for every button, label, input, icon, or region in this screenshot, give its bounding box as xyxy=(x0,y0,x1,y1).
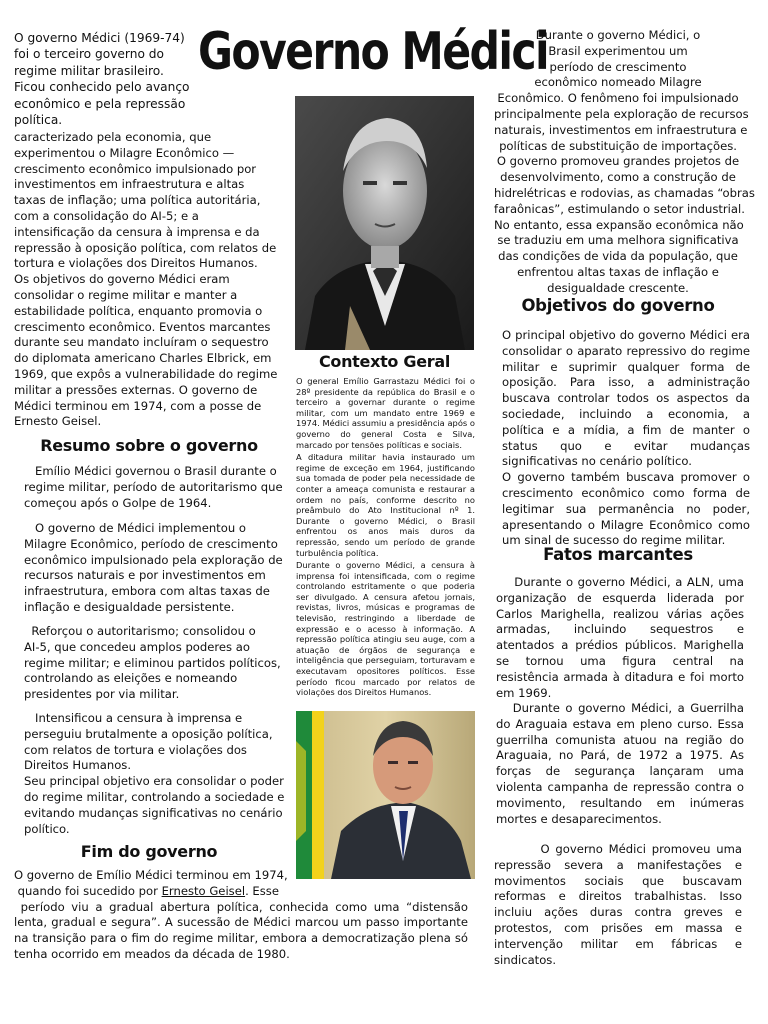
contexto-paragraph-1: O general Emílio Garrastazu Médici foi o 28º presidente da república do Brasil e o terceiro a governar durante o regime militar, com um mandato entre 1969 e 1974. Médici assumiu a presidência após o governo do general Costa e Silva, marcado por tensões políticas e sociais. xyxy=(296,376,475,450)
fim-paragraph xyxy=(14,868,472,963)
contexto-paragraph-2: A ditadura militar havia instaurado um regime de exceção em 1964, justificando sua tomada de poder pela necessidade de conter a ameaça comunista e restaurar a ordem no país, conforme descrito no preâmbulo do Ato Institucional nº 1. Durante o governo Médici, o Brasil enfrentou os anos mais duros da repressão, sendo um período de grande turbulência política. xyxy=(296,452,475,558)
intro-body-line: do diplomata americano Charles Elbrick, em xyxy=(14,351,272,366)
resumo-line: com relatos de tortura e violações dos xyxy=(24,742,247,757)
intro-line: econômico e pela repressão xyxy=(14,96,186,111)
resumo-line: O governo de Médici implementou o xyxy=(24,521,246,535)
resumo-line: controlando as eleições e nomeando xyxy=(24,671,238,686)
fim-rest: período viu a gradual abertura política, conhecida como uma “distensão lenta, gradual e segura”. A sucessão de Médici marcou um passo importante na transição para o fim do regime militar, embora a democratização plena só tenha ocorrido em meados da década de 1980. xyxy=(14,899,472,961)
intro-body-line: experimentou o Milagre Econômico — xyxy=(14,145,235,160)
resumo-line: Milagre Econômico, período de crescimento xyxy=(24,536,278,551)
right-intro-line: Brasil experimentou um xyxy=(548,43,688,58)
objetivos-paragraph-2: O governo também buscava promover o crescimento econômico como forma de legitimar sua permanência no poder, apresentando o Milagre Econômico como um sinal de sucesso do regime militar. xyxy=(502,470,750,548)
right-intro-line: Econômico. O fenômeno foi impulsionado xyxy=(497,91,739,106)
intro-body-line: repressão à oposição política, com relatos de xyxy=(14,240,277,255)
intro-body-line: crescimento econômico impulsionado por xyxy=(14,161,257,176)
resumo-paragraph-4 xyxy=(24,711,284,837)
right-intro-line: econômico nomeado Milagre xyxy=(534,75,702,90)
resumo-line: Intensificou a censura à imprensa e xyxy=(24,711,243,725)
right-intro-line: O governo promoveu grandes projetos de xyxy=(496,154,740,169)
fatos-paragraph-3: O governo Médici promoveu uma repressão severa a manifestações e movimentos sociais que buscavam reformas e direitos trabalhistas. Isso incluiu ações duras contra greves e protestos, com prisões em massa e intervenção militar em fábricas e sindicatos. xyxy=(494,842,746,967)
right-intro-line: período de crescimento xyxy=(549,59,687,74)
right-intro-line: desigualdade crescente. xyxy=(547,280,689,295)
intro-body-line: consolidar o regime militar e manter a xyxy=(14,287,238,302)
portrait-color-image xyxy=(296,711,475,879)
right-intro-line: Durante o governo Médici, o xyxy=(535,28,701,42)
portrait-color-photo xyxy=(296,711,475,879)
right-intro xyxy=(494,28,755,297)
resumo-line: evitando mudanças significativas no cenário xyxy=(24,805,283,820)
fim-line-2-end: . Esse xyxy=(245,883,279,898)
right-intro-line: enfrentou altas taxas de inflação e xyxy=(517,264,719,279)
ernesto-geisel-link[interactable]: Ernesto Geisel xyxy=(161,883,246,898)
right-intro-line: das condições de vida da população, que xyxy=(498,249,738,264)
resumo-line: do regime militar, controlando a sociedade e xyxy=(24,789,285,804)
intro-body-line: caracterizado pela economia, que xyxy=(14,130,212,144)
resumo-line: econômico impulsionado pela exploração de xyxy=(24,552,283,567)
objetivos-paragraph-1: O principal objetivo do governo Médici era consolidar o aparato repressivo do regime militar e suprimir qualquer forma de oposição. Para isso, a administração buscava controlar todos os aspectos da sociedade, incluindo a economia, a política e a mídia, a fim de manter o status quo e evitar mudanças significativas no cenário político. xyxy=(502,328,750,469)
contexto-paragraph-3: Durante o governo Médici, a censura à imprensa foi intensificada, com o regime controlando estritamente o que poderia ser divulgado. A censura afetou jornais, revistas, livros, músicas e programas de televisão, restringindo a liberdade de expressão e o acesso à informação. A repressão política atingiu seu auge, com a atuação de órgãos de segurança e inteligência que perseguiam, torturavam e executavam opositores políticos. Esse período ficou marcado por relatos de violações dos Direitos Humanos. xyxy=(296,560,475,698)
fatos-paragraph-1: Durante o governo Médici, a ALN, uma organização de esquerda liderada por Carlos Marighella, realizou várias ações armadas, incluindo sequestros e atentados a prédios públicos. Marighella se tornou uma figura central na resistência armada à ditadura e foi morto em 1969. xyxy=(496,575,748,700)
fatos-paragraph-2: Durante o governo Médici, a Guerrilha do Araguaia estava em pleno curso. Essa guerrilha comunista atuou na região do Araguaia, no Pará, de 1972 a 1975. As forças de segurança lançaram uma violenta campanha de repressão contra o movimento, resultando em inúmeras mortes e desaparecimentos. xyxy=(496,701,748,826)
fim-line-2 xyxy=(14,884,468,900)
intro-body-line: investimentos em infraestrutura e altas xyxy=(14,177,245,192)
resumo-line: perseguiu brutalmente a oposição política, xyxy=(24,726,273,741)
intro-body-line: durante seu mandato incluíram o sequestro xyxy=(14,335,269,350)
page-title: Governo Médici xyxy=(198,22,548,82)
right-intro-line: naturais, investimentos em infraestrutura e xyxy=(494,122,748,137)
resumo-line: regime militar, período de autoritarismo que xyxy=(24,479,283,494)
intro-body-line: Os objetivos do governo Médici eram xyxy=(14,272,230,287)
right-intro-line: se traduziu em uma melhora significativa xyxy=(497,233,739,248)
resumo-line: AI-5, que concedeu amplos poderes ao xyxy=(24,639,250,654)
section-heading-objetivos: Objetivos do governo xyxy=(521,296,715,315)
intro-line: política. xyxy=(14,113,63,128)
resumo-paragraph-3 xyxy=(24,624,284,703)
intro-body xyxy=(14,130,284,430)
intro-body-line: crescimento econômico. Eventos marcantes xyxy=(14,319,271,334)
right-intro-line: hidrelétricas e rodovias, as chamadas “obras xyxy=(494,185,755,200)
fim-line-1: O governo de Emílio Médici terminou em 1974, xyxy=(14,868,288,882)
intro-body-line: Médici terminou em 1974, com a posse de xyxy=(14,398,262,413)
resumo-line: infraestrutura, embora com altas taxas de xyxy=(24,584,270,599)
portrait-bw-image xyxy=(295,96,474,350)
intro-body-line: intensificação da censura à imprensa e da xyxy=(14,224,260,239)
intro-body-line: com a consolidação do AI-5; e a xyxy=(14,208,199,223)
intro-line: O governo Médici (1969-74) xyxy=(14,31,185,45)
right-intro-line: No entanto, essa expansão econômica não xyxy=(494,217,744,232)
resumo-line: regime militar; e eliminou partidos políticos, xyxy=(24,655,281,670)
resumo-line: Reforçou o autoritarismo; consolidou o xyxy=(24,624,256,638)
intro-body-line: Ernesto Geisel. xyxy=(14,414,102,429)
section-heading-resumo: Resumo sobre o governo xyxy=(40,436,258,455)
intro-body-line: militar a pressões externas. O governo de xyxy=(14,382,258,397)
contexto-text xyxy=(296,376,475,700)
intro-line: Ficou conhecido pelo avanço xyxy=(14,80,190,95)
right-intro-line: desenvolvimento, como a construção de xyxy=(500,170,736,185)
objetivos-text xyxy=(502,328,750,549)
resumo-line: Direitos Humanos. xyxy=(24,758,132,773)
resumo-line: inflação e desigualdade persistente. xyxy=(24,599,235,614)
right-intro-line: principalmente pela exploração de recursos xyxy=(494,106,749,121)
section-heading-fim: Fim do governo xyxy=(80,842,218,861)
intro-line: foi o terceiro governo do xyxy=(14,47,164,62)
intro-left xyxy=(14,30,198,128)
intro-body-line: 1969, que expôs a vulnerabilidade do regime xyxy=(14,366,278,381)
intro-body-line: estabilidade política, enquanto promovia o xyxy=(14,303,263,318)
right-intro-line: políticas de substituição de importações. xyxy=(499,138,737,153)
right-intro-line: faraônicas”, estimulando o setor industrial. xyxy=(494,201,745,216)
section-heading-fatos: Fatos marcantes xyxy=(543,545,693,564)
resumo-line: começou após o Golpe de 1964. xyxy=(24,495,212,510)
resumo-paragraph-1 xyxy=(24,464,284,511)
resumo-line: presidentes por via militar. xyxy=(24,687,180,702)
intro-body-line: tortura e violações dos Direitos Humanos. xyxy=(14,256,258,271)
intro-body-line: taxas de inflação; uma política autoritária, xyxy=(14,193,261,208)
section-heading-contexto: Contexto Geral xyxy=(318,352,451,371)
portrait-bw-photo xyxy=(295,96,474,350)
resumo-line: Emílio Médici governou o Brasil durante o xyxy=(24,464,277,478)
resumo-line: Seu principal objetivo era consolidar o poder xyxy=(24,774,284,789)
resumo-line: recursos naturais e por investimentos em xyxy=(24,568,266,583)
resumo-line: político. xyxy=(24,821,70,836)
intro-line: regime militar brasileiro. xyxy=(14,63,164,78)
fim-line-2-text: quando foi sucedido por xyxy=(14,883,162,898)
resumo-paragraph-2 xyxy=(24,521,284,616)
